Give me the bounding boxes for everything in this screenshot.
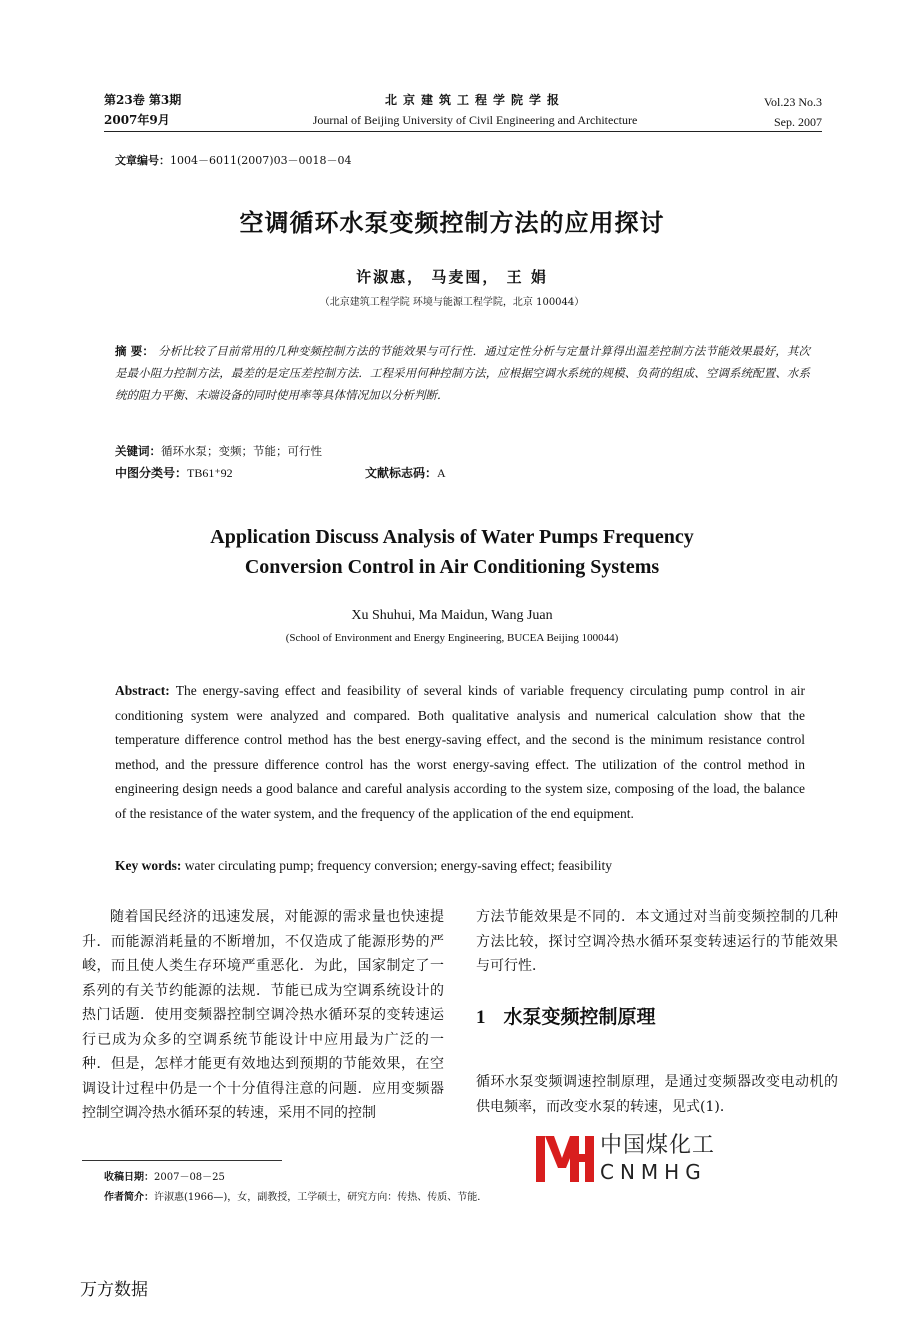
abstract-cn-label: 摘 要： xyxy=(115,344,155,358)
affiliation-cn: （北京建筑工程学院 环境与能源工程学院，北京 100044） xyxy=(319,297,585,308)
logo-text-cn: 中国煤化工 xyxy=(600,1133,716,1158)
section-heading xyxy=(476,1002,656,1029)
journal-name xyxy=(280,90,670,130)
journal-issue-en xyxy=(712,92,822,132)
affiliation-en: (School of Environment and Energy Engineering, BUCEA Beijing 100044) xyxy=(285,632,619,644)
abstract-en xyxy=(115,679,805,826)
cnmhg-logo-mark-icon xyxy=(536,1128,594,1186)
logo-text-en: CNMHG xyxy=(600,1160,707,1184)
keywords-cn-text: 循环水泵；变频；节能；可行性 xyxy=(161,444,322,458)
abstract-cn xyxy=(115,340,810,406)
document-code-value: A xyxy=(437,466,446,480)
abstract-en-label: Abstract: xyxy=(115,683,170,698)
keywords-cn xyxy=(115,440,810,462)
classification-value: TB61⁺92 xyxy=(187,466,233,480)
body-left-column xyxy=(82,905,444,1126)
cnmhg-logo xyxy=(536,1128,736,1190)
volume-en: Vol.23 No.3 xyxy=(763,95,822,109)
article-number-label: 文章编号： xyxy=(115,154,170,167)
wanfang-watermark: 万方数据 xyxy=(80,1280,148,1300)
body-paragraph: 随着国民经济的迅速发展，对能源的需求量也快速提升．而能源消耗量的不断增加，不仅造成了能源形势的严峻，而且使人类生存环境严重恶化．为此，国家制定了一系列的有关节约能源的法规．节能已成为空调系统设计的热门话题．使用变频器控制空调冷热水循环泵的变转速运行已成为众多的空调系统节能设计中应用最为广泛的一种．但是，怎样才能更有效地达到预期的节能效果，在空调设计过程中仍是一个十分值得注意的问题．应用变频器控制空调冷热水循环泵的转速，采用不同的控制 xyxy=(82,909,444,1121)
article-number-value: 1004－6011(2007)03－0018－04 xyxy=(170,154,352,167)
keywords-en xyxy=(115,855,805,877)
footnote-author xyxy=(104,1188,487,1208)
section-number: 1 xyxy=(476,1007,486,1028)
authors-en: Xu Shuhui, Ma Maidun, Wang Juan xyxy=(351,608,553,623)
classification-label: 中图分类号： xyxy=(115,466,188,480)
date-cn: 2007年9月 xyxy=(104,113,170,127)
title-en xyxy=(0,522,904,582)
title-en-line1: Application Discuss Analysis of Water Pumps Frequency xyxy=(210,526,694,548)
received-value: 2007－08－25 xyxy=(154,1172,225,1183)
author-bio-label: 作者简介： xyxy=(104,1192,154,1203)
journal-name-cn: 北京建筑工程学院学报 xyxy=(384,93,565,107)
date-en: Sep. 2007 xyxy=(774,115,822,129)
classification xyxy=(115,462,810,484)
header-rule xyxy=(104,131,822,132)
author-bio-value: 许淑惠(1966—)，女，副教授，工学硕士，研究方向：传热、传质、节能． xyxy=(154,1192,488,1203)
footnote-received xyxy=(104,1168,225,1188)
footnote-rule xyxy=(82,1160,282,1161)
title-en-line2: Conversion Control in Air Conditioning Systems xyxy=(244,556,660,578)
body-paragraph: 循环水泵变频调速控制原理，是通过变频器改变电动机的供电频率，而改变水泵的转速，见式(1)． xyxy=(476,1074,838,1115)
title-cn: 空调循环水泵变频控制方法的应用探讨 xyxy=(239,209,665,237)
keywords-en-label: Key words: xyxy=(115,858,182,873)
volume-cn: 第23卷 第3期 xyxy=(104,93,182,107)
section-title: 水泵变频控制原理 xyxy=(503,1006,656,1028)
document-code-label: 文献标志码： xyxy=(365,466,438,480)
body-right-column-bottom xyxy=(476,1056,838,1133)
journal-issue-cn xyxy=(104,90,181,130)
keywords-cn-label: 关键词： xyxy=(115,444,161,458)
document-code xyxy=(365,462,446,484)
journal-name-en: Journal of Beijing University of Civil Engineering and Architecture xyxy=(312,113,638,127)
article-number xyxy=(115,152,352,168)
received-label: 收稿日期： xyxy=(104,1172,154,1183)
keywords-en-text: water circulating pump; frequency conversion; energy-saving effect; feasibility xyxy=(184,858,612,873)
authors-cn: 许淑惠， 马麦囤， 王 娟 xyxy=(356,268,548,286)
abstract-cn-text: 分析比较了目前常用的几种变频控制方法的节能效果与可行性．通过定性分析与定量计算得出温差控制方法节能效果最好，其次是最小阻力控制方法，最差的是定压差控制方法．工程采用何种控制方法，应根据空调水系统的规模、负荷的组成、空调系统配置、水系统的阻力平衡、末端设备的同时使用率等具体情况加以分析判断． xyxy=(115,344,810,402)
body-right-column-top xyxy=(476,905,838,979)
body-paragraph-continued: 方法节能效果是不同的．本文通过对当前变频控制的几种方法比较，探讨空调冷热水循环泵变转速运行的节能效果与可行性． xyxy=(476,909,838,974)
abstract-en-text: The energy-saving effect and feasibility of several kinds of variable frequency circulating pump control in air conditioning system were analyzed and compared. Both qualitative analysis and numerical calculation show that the temperature difference control method has the best energy-saving effect, and the second is the minimum resistance control method, and the pressure difference control has the worst energy-saving effect. The utilization of the control method in engineering design needs a good balance and careful analysis according to the system size, composing of the load, the balance of the resistance of the water system, and the frequency of the application of the end equipment. xyxy=(115,683,805,821)
